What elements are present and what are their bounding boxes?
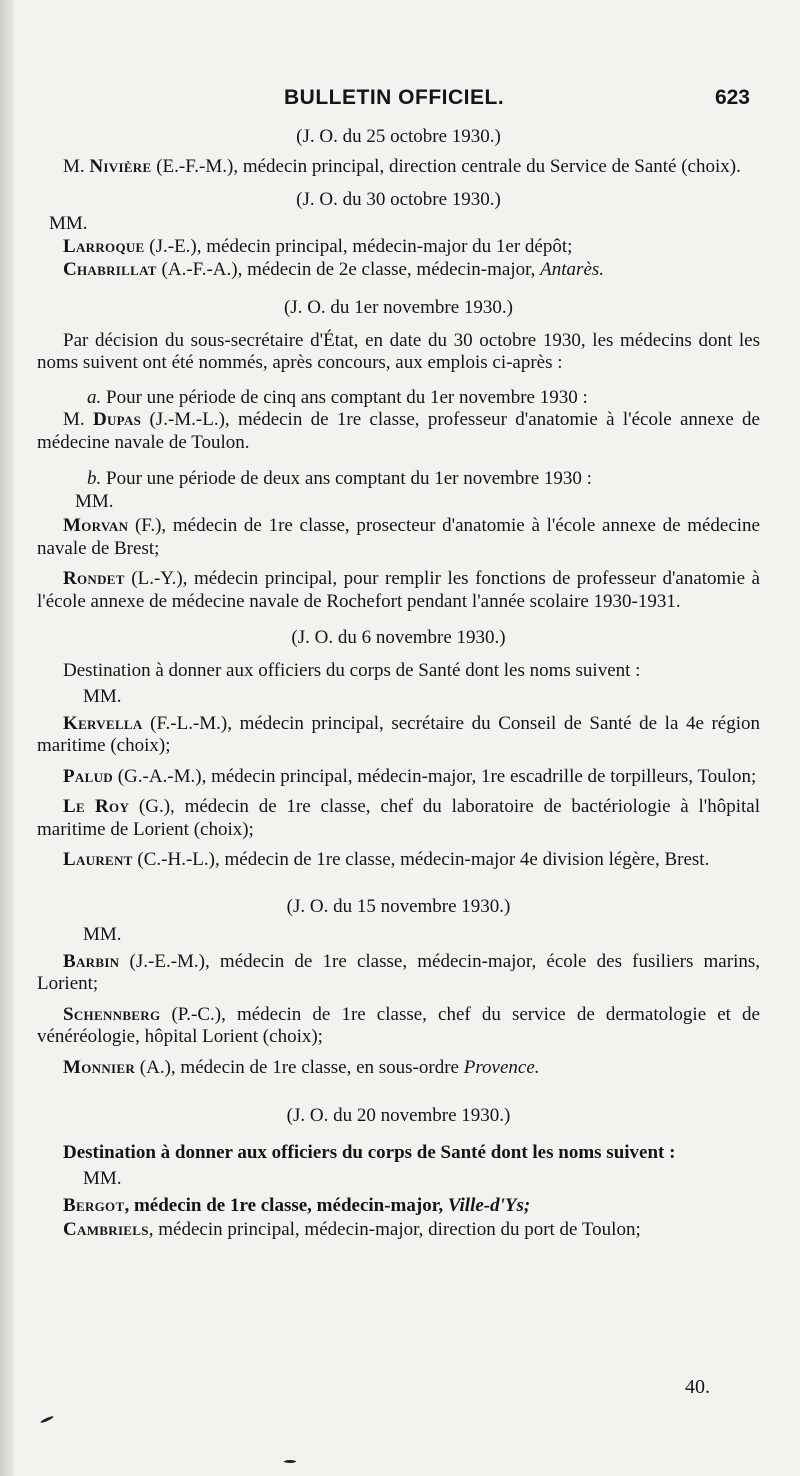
officer-name: Bergot <box>63 1194 125 1216</box>
appointment-entry: Barbin (J.-E.-M.), médecin de 1re classe, médecin-major, école des fusiliers marins, Lorient; <box>37 950 760 994</box>
appointment-entry: Chabrillat (A.-F.-A.), médecin de 2e classe, médecin-major, Antarès. <box>63 258 605 280</box>
appointment-entry: Kervella (F.-L.-M.), médecin principal, secrétaire du Conseil de Santé de la 4e région maritime (choix); <box>37 712 760 756</box>
officer-name: Le Roy <box>63 796 130 817</box>
officer-name: Larroque <box>63 236 145 257</box>
appointment-entry: Le Roy (G.), médecin de 1re classe, chef du laboratoire de bactériologie à l'hôpital maritime de Lorient (choix); <box>37 796 760 840</box>
page-body <box>37 122 760 1242</box>
page-edge-shadow <box>0 0 14 1476</box>
appointment-entry: Schennberg (P.-C.), médecin de 1re classe, chef du service de dermatologie et de vénéréologie, hôpital Lorient (choix); <box>37 1003 760 1047</box>
officer-name: Morvan <box>63 515 129 536</box>
appointment-entry: Laurent (C.-H.-L.), médecin de 1re classe, médecin-major 4e division légère, Brest. <box>63 849 710 870</box>
decision-paragraph: Par décision du sous-secrétaire d'État, en date du 30 octobre 1930, les médecins dont les noms suivent ont été nommés, après concours, aux emplois ci-après : <box>37 329 760 373</box>
jo-date-heading: (J. O. du 20 novembre 1930.) <box>286 1105 511 1126</box>
period-heading: a. Pour une période de cinq ans comptant du 1er novembre 1930 : <box>87 386 588 408</box>
signature-mark: 40. <box>685 1376 710 1398</box>
ink-speck <box>40 1415 54 1424</box>
mm-heading: MM. <box>49 212 88 234</box>
appointment-entry: Morvan (F.), médecin de 1re classe, prosecteur d'anatomie à l'école annexe de médecine navale de Brest; <box>37 515 760 559</box>
officer-name: Laurent <box>63 849 133 870</box>
appointment-entry: M. Nivière (E.-F.-M.), médecin principal, direction centrale du Service de Santé (choix). <box>63 155 741 177</box>
officer-name: Chabrillat <box>63 258 157 280</box>
officer-name: Barbin <box>63 950 120 972</box>
running-title: BULLETIN OFFICIEL. <box>284 86 505 109</box>
appointment-entry: Larroque (J.-E.), médecin principal, médecin-major du 1er dépôt; <box>63 236 573 257</box>
page-header <box>40 86 760 116</box>
period-heading: b. Pour une période de deux ans comptant du 1er novembre 1930 : <box>87 468 592 489</box>
jo-date-heading: (J. O. du 1er novembre 1930.) <box>283 297 513 318</box>
mm-heading: MM. <box>83 686 122 707</box>
mm-heading: MM. <box>83 924 122 945</box>
officer-name: Schennberg <box>63 1003 161 1025</box>
officer-name: Palud <box>63 765 113 787</box>
officer-name: Cambriels <box>63 1219 149 1240</box>
appointment-entry: Cambriels, médecin principal, médecin-major, direction du port de Toulon; <box>63 1219 641 1240</box>
mm-heading: MM. <box>75 490 114 512</box>
officer-name: Kervella <box>63 712 143 734</box>
officer-name: Nivière <box>89 155 152 177</box>
appointment-entry: Rondet (L.-Y.), médecin principal, pour remplir les fonctions de professeur d'anatomie à l'école annexe de médecine navale de Rochefort pendant l'année scolaire 1930-1931. <box>37 568 760 612</box>
appointment-entry: M. Dupas (J.-M.-L.), médecin de 1re classe, professeur d'anatomie à l'école annexe de médecine navale de Toulon. <box>37 409 760 453</box>
ink-speck <box>284 1460 296 1463</box>
officer-name: Dupas <box>92 409 142 430</box>
officer-name: Rondet <box>63 568 125 589</box>
jo-date-heading: (J. O. du 25 octobre 1930.) <box>296 126 501 147</box>
officer-name: Monnier <box>63 1056 136 1078</box>
jo-date-heading: (J. O. du 30 octobre 1930.) <box>296 189 501 210</box>
page-number: 623 <box>714 86 750 109</box>
appointment-entry: Bergot, médecin de 1re classe, médecin-major, Ville-d'Ys; <box>63 1194 531 1216</box>
destination-heading: Destination à donner aux officiers du corps de Santé dont les noms suivent : <box>63 659 641 681</box>
mm-heading: MM. <box>83 1168 122 1189</box>
jo-date-heading: (J. O. du 15 novembre 1930.) <box>286 895 511 917</box>
destination-heading: Destination à donner aux officiers du corps de Santé dont les noms suivent : <box>63 1141 676 1163</box>
appointment-entry: Monnier (A.), médecin de 1re classe, en sous-ordre Provence. <box>63 1056 540 1078</box>
appointment-entry: Palud (G.-A.-M.), médecin principal, médecin-major, 1re escadrille de torpilleurs, Toulon; <box>63 765 757 787</box>
jo-date-heading: (J. O. du 6 novembre 1930.) <box>291 627 506 648</box>
